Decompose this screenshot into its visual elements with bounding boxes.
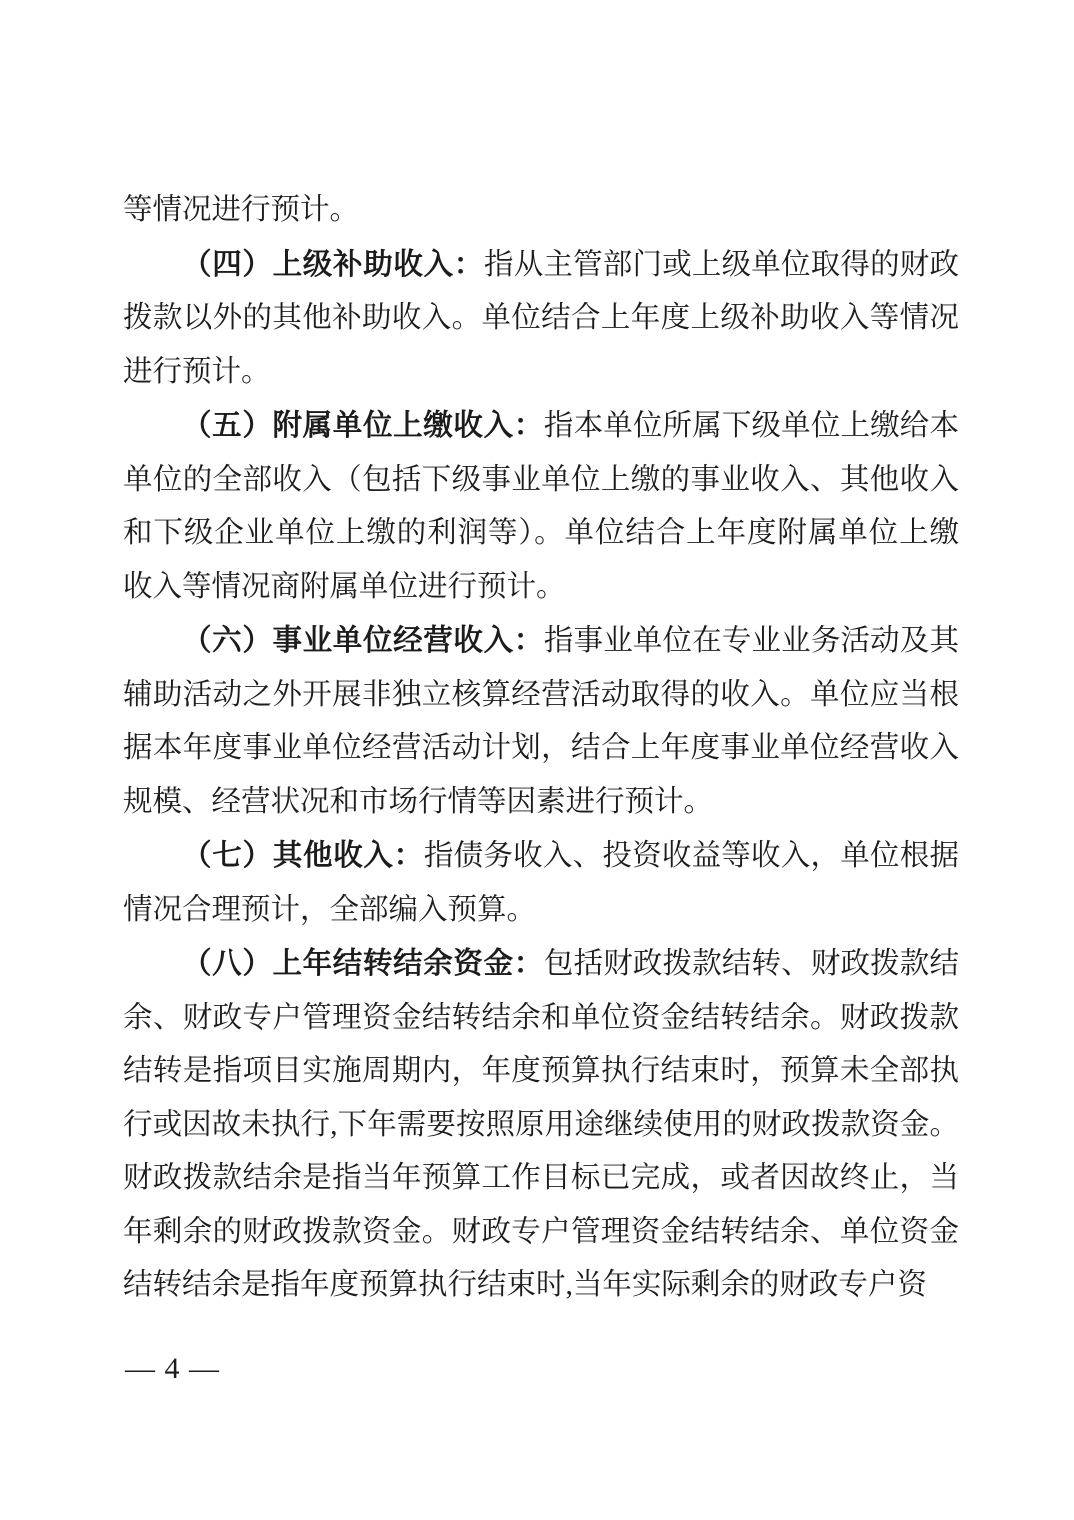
section-heading: （四）上级补助收入： <box>182 247 484 281</box>
section-heading: （五）附属单位上缴收入： <box>182 409 544 442</box>
paragraph-section-5 <box>123 399 959 614</box>
paragraph-section-6 <box>123 614 959 829</box>
paragraph-text: 指本单位所属下级单位上缴给本单位的全部收入（包括下级事业单位上缴的事业收入、其他收入和下级企业单位上缴的利润等）。单位结合上年度附属单位上缴收入等情况商附属单位进行预计。 <box>123 410 959 603</box>
paragraph-text: 指从主管部门或上级单位取得的财政拨款以外的其他补助收入。单位结合上年度上级补助收入等情况进行预计。 <box>123 248 959 388</box>
paragraph-continuation <box>123 184 959 238</box>
page-number: — 4 — <box>125 1352 220 1385</box>
section-heading: （七）其他收入： <box>182 839 424 872</box>
paragraph-section-7 <box>123 829 959 937</box>
paragraph-text: 包括财政拨款结转、财政拨款结余、财政专户管理资金结转结余和单位资金结转结余。财政拨款结转是指项目实施周期内，年度预算执行结束时，预算未全部执行或因故未执行,下年需要按照原用途继续使用的财政拨款资金。财政拨款结余是指当年预算工作目标已完成，或者因故终止，当年剩余的财政拨款资金。财政专户管理资金结转结余、单位资金结转结余是指年度预算执行结束时,当年实际剩余的财政专户资 <box>123 948 959 1301</box>
paragraph-text: 等情况进行预计。 <box>123 194 360 226</box>
document-body <box>123 184 959 1313</box>
paragraph-text: 指事业单位在专业业务活动及其辅助活动之外开展非独立核算经营活动取得的收入。单位应当根据本年度事业单位经营活动计划，结合上年度事业单位经营收入规模、经营状况和市场行情等因素进行预计。 <box>123 625 959 818</box>
paragraph-section-8 <box>123 937 959 1313</box>
paragraph-section-4 <box>123 238 959 400</box>
section-heading: （六）事业单位经营收入： <box>182 624 544 657</box>
paragraph-text: 指债务收入、投资收益等收入，单位根据情况合理预计，全部编入预算。 <box>123 840 959 926</box>
section-heading: （八）上年结转结余资金： <box>182 947 544 980</box>
